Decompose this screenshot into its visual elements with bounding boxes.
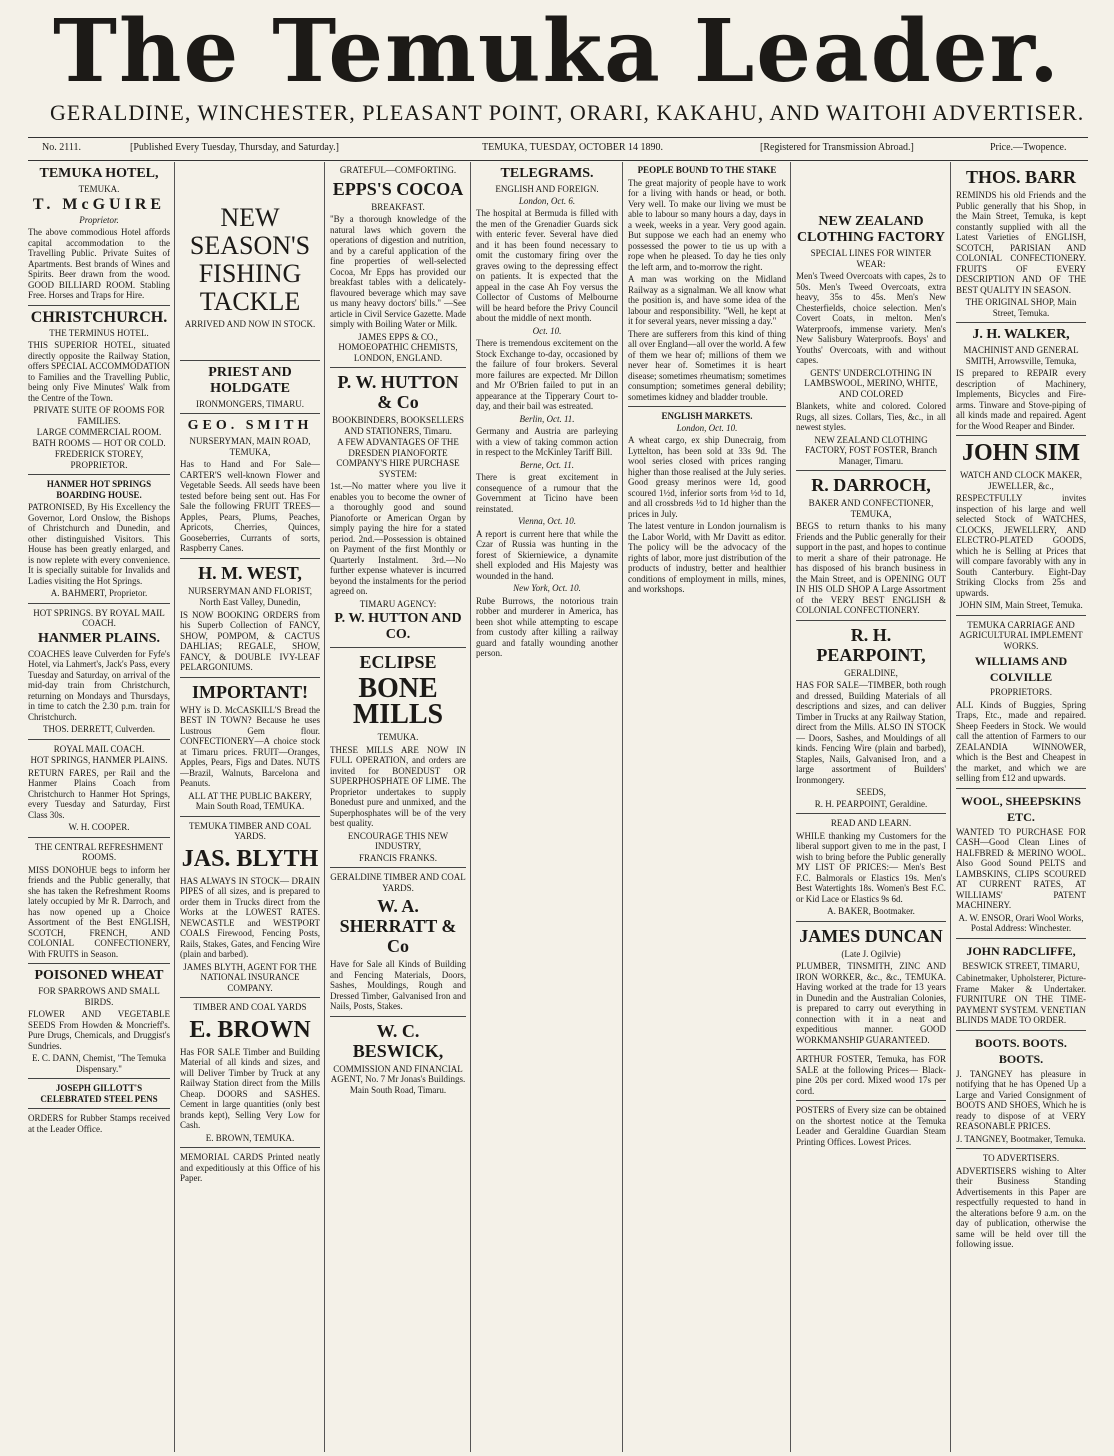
clothing-lines: SPECIAL LINES FOR WINTER WEAR: bbox=[810, 248, 932, 269]
telegram-text: Germany and Austria are parleying with a view of taking common action in respect to the McKinley Tariff Bill. bbox=[476, 426, 618, 457]
darroch-text: BEGS to return thanks to his many Friends and the Public generally for their support in the past, and hopes to continue to merit a share of their patronage. He has disposed of his branch business in the Main Street, and is OPENING OUT IN HIS OLD SHOP A Large Assortment of the VERY BEST ENGLISH & COLONIAL CONFECTIONERY. bbox=[796, 521, 946, 615]
clothing-mid: GENTS' UNDERCLOTHING IN LAMBSWOOL, MERINO, WHITE, AND COLORED bbox=[804, 367, 938, 399]
stake-text: The great majority of people have to work for a living with hands or head, or both. Very well. To make our living we must be able to labour so many hours a day, days in a week, weeks in a year. Very good again. But suppose we each had an enemy who possessed the power to tie us up with a rope when he pleased. To day he ties only the left arm, and to-morrow the right. bbox=[628, 177, 786, 272]
duncan-sub: (Late J. Ogilvie) bbox=[841, 948, 901, 959]
read-heading: READ AND LEARN. bbox=[830, 818, 912, 828]
agency-label: TIMARU AGENCY: bbox=[359, 598, 437, 609]
price: Price.—Twopence. bbox=[990, 142, 1067, 153]
issue-number: No. 2111. bbox=[42, 142, 81, 153]
boots-text: J. TANGNEY has pleasure in notifying that he has Opened Up a Large and Varied Consignment of BOOTS AND SHOES, Which he is ready to dispose of at VERY REASONABLE PRICES. bbox=[956, 1068, 1086, 1131]
pearpoint-text: HAS FOR SALE—TIMBER, both rough and dressed, Building Materials of all descriptions and sizes, and can deliver Timber in Trucks at any Railway Station, direct from the Mills. ALSO IN STOCK— Doors, Sashes, and Mouldings of all kinds. Fencing Wire (plain and barbed), Staples, Nails, Galvanised Iron, and a large assortment of Builders' Ironmongery. bbox=[796, 680, 946, 785]
duncan-heading: JAMES DUNCAN bbox=[799, 925, 943, 946]
column-5 bbox=[628, 164, 786, 1449]
refresh-heading: THE CENTRAL REFRESHMENT ROOMS. bbox=[34, 841, 164, 862]
brown-text: Has FOR SALE Timber and Building Material of all kinds and sizes, and will Deliver Timber by Truck at any Railway Station direct from the Mills Cheap. DOORS and SASHES. Cement in large quantities (only best brands kept), Selling Very Low for Cash. bbox=[180, 1046, 320, 1130]
barr-heading: THOS. BARR bbox=[965, 167, 1077, 187]
column-divider bbox=[622, 162, 623, 1452]
christchurch-heading: CHRISTCHURCH. bbox=[30, 308, 168, 326]
gillott-heading: JOSEPH GILLOTT'S CELEBRATED STEEL PENS bbox=[40, 1083, 158, 1104]
advertisers-text: ADVERTISERS wishing to Alter their Business Standing Advertisements in this Paper are respectfully requested to hand in the alterations before 9 a.m. on the day of publication, otherwise the same will be held over till the following issue. bbox=[956, 1165, 1086, 1249]
hotel-heading: TEMUKA HOTEL, bbox=[39, 166, 159, 181]
springs-owner: THOS. DERRETT, Culverden. bbox=[42, 724, 156, 734]
royal-heading: ROYAL MAIL COACH. bbox=[53, 743, 145, 754]
fishing-heading: NEW SEASON'S FISHING TACKLE bbox=[189, 203, 311, 316]
pearpoint-seeds: SEEDS, bbox=[856, 787, 886, 797]
markets-dateline: London, Oct. 10. bbox=[676, 422, 738, 433]
telegram-text: There is tremendous excitement on the Stock Exchange to-day, occasioned by the failure of four brokers. Several more failures are expected. Mr Dillon and Mr O'Brien failed to put in an appearance at the Tipperary Court to-day, and their bail was estreated. bbox=[476, 338, 618, 411]
walker-heading: J. H. WALKER, bbox=[972, 327, 1070, 342]
stake-text: A man was working on the Midland Railway as a signalman. We all know what the position is, and have some idea of the labour and responsibility. "Well, he kept at it for several years, never missing a day." bbox=[628, 274, 786, 326]
registration-note: [Registered for Transmission Abroad.] bbox=[760, 142, 914, 153]
williams-heading: WILLIAMS AND COLVILLE bbox=[974, 654, 1068, 684]
hire-text: 1st.—No matter where you live it enables you to become the owner of a thoroughly good and sound Pianoforte or American Organ by simply paying the hire for a stated period. 2nd.—Possession is obtained on Payment of the first Monthly or Quarterly Instalment. 3rd.—No further expense whatever is incurred beyond the instalments for the period agreed on. bbox=[330, 481, 466, 596]
epps-text: "By a thorough knowledge of the natural laws which govern the operations of digestion and nutrition, and by a careful application of the fine properties of well-selected Cocoa, Mr Epps has provided our breakfast tables with a delicately-flavoured beverage which may save us many heavy doctors' bills." —See article in Civil Service Gazette. Made simply with Boiling Water or Milk. bbox=[330, 214, 466, 329]
bone-footer: ENCOURAGE THIS NEW INDUSTRY, bbox=[347, 830, 449, 851]
hanmer-text: PATRONISED, By His Excellency the Governor, Lord Onslow, the Bishops of Christchurch and Dunedin, and other distinguished Visitors. This House has been greatly enlarged, and is now replete with every convenience. It is specially suitable for Invalids and Ladies visiting the Hot Springs. bbox=[28, 502, 170, 586]
hanmer-owner: A. BAHMERT, Proprietor. bbox=[50, 588, 148, 598]
hire-heading: A FEW ADVANTAGES OF THE DRESDEN PIANOFORTE COMPANY'S HIRE PURCHASE SYSTEM: bbox=[336, 437, 460, 479]
wool-text: WANTED TO PURCHASE FOR CASH—Good Clean Lines of HALFBRED & MERINO WOOL. Also Good Sound PELTS and LAMBSKINS, CLIPS SCOURED AT CURRENT RATES, AT WILLIAMS' PATENT MACHINERY. bbox=[956, 826, 1086, 910]
poison-sub: FOR SPARROWS AND SMALL BIRDS. bbox=[38, 986, 160, 1007]
telegrams-heading: TELEGRAMS. bbox=[500, 166, 594, 181]
christchurch-rooms: LARGE COMMERCIAL ROOM. BATH ROOMS — HOT OR COLD. bbox=[32, 427, 166, 448]
poison-text: FLOWER AND VEGETABLE SEEDS From Howden & Moncrieff's. Pure Drugs, Chemicals, and Druggist's Sundries. bbox=[28, 1009, 170, 1051]
epps-heading: EPPS'S COCOA bbox=[332, 178, 464, 199]
royal-owner: W. H. COOPER. bbox=[68, 822, 130, 832]
hotel-text: The above commodious Hotel affords capital accommodation to the Travelling Public. Private Suites of Apartments. Best brands of Wines and Spirits. Beer drawn from the wood. GOOD BILLIARD ROOM. Stabling Free. Horses and Traps for Hire. bbox=[28, 227, 170, 300]
wool-heading: WOOL, SHEEPSKINS ETC. bbox=[960, 793, 1082, 824]
boots-heading: BOOTS. BOOTS. BOOTS. bbox=[975, 1035, 1067, 1066]
dateline-berne: Berne, Oct. 11. bbox=[519, 459, 575, 470]
column-divider bbox=[790, 162, 791, 1452]
epps-owner: JAMES EPPS & CO., HOMOEOPATHIC CHEMISTS, LONDON, ENGLAND. bbox=[338, 331, 458, 363]
west-sub: NURSERYMAN AND FLORIST, bbox=[187, 585, 313, 596]
blyth-text: HAS ALWAYS IN STOCK— DRAIN PIPES of all sizes, and is prepared to order them in Trucks direct from the Works at the LOWEST RATES. NEWCASTLE and WESTPORT COALS Firewood, Fencing Posts, Rails, Stakes, Gates, and Fencing Wire (plain and barbed). bbox=[180, 875, 320, 959]
masthead bbox=[0, 0, 1114, 148]
advertisers-heading: TO ADVERTISERS. bbox=[982, 1153, 1060, 1163]
hutton-heading: P. W. HUTTON & Co bbox=[337, 372, 459, 412]
column-2 bbox=[180, 164, 320, 1449]
column-divider bbox=[470, 162, 471, 1452]
refresh-text: MISS DONOHUE begs to inform her friends and the Public generally, that she has taken the Refreshment Rooms lately occupied by Mr R. Darroch, and has now opened up a Choice Assortment of the Best ENGLISH, SCOTCH, FRENCH, AND COLONIAL CONFECTIONERY, With FRUITS in Season. bbox=[28, 864, 170, 959]
sim-text: RESPECTFULLY invites inspection of his large and well selected Stock of WATCHES, CLOCKS, JEWELLERY, AND ELECTRO-PLATED GOODS, which he is Selling at Prices that will compare favorably with any in South Canterbury. Eight-Day Striking Clocks from 25s and upwards. bbox=[956, 493, 1086, 598]
bone-owner: FRANCIS FRANKS. bbox=[358, 852, 438, 863]
column-divider bbox=[174, 162, 175, 1452]
telegram-text: Rube Burrows, the notorious train robber and murderer in America, has been shot while attempting to escape from custody after killing a railway guard and fatally wounding another person. bbox=[476, 595, 618, 658]
smith-sub: NURSERYMAN, MAIN ROAD, TEMUKA, bbox=[189, 436, 311, 457]
smith-heading: GEO. SMITH bbox=[187, 418, 313, 433]
fishing-sub: ARRIVED AND NOW IN STOCK. bbox=[184, 319, 316, 329]
wool-owner: A. W. ENSOR, Orari Wool Works, Postal Address: Winchester. bbox=[958, 912, 1084, 933]
springs-heading: HANMER PLAINS. bbox=[37, 630, 161, 646]
springs-sub: HOT SPRINGS. BY ROYAL MAIL COACH. bbox=[33, 607, 165, 628]
bone-heading: BONE MILLS bbox=[352, 673, 444, 730]
sim-sub: WATCH AND CLOCK MAKER, JEWELLER, &c., bbox=[959, 470, 1082, 491]
sherratt-text: Have for Sale all Kinds of Building and Fencing Materials, Doors, Sashes, Mouldings, Rough and Dressed Timber, Galvanised Iron and Nails, Posts, Stakes. bbox=[330, 959, 466, 1011]
issue-info-bar bbox=[42, 138, 1082, 158]
carriage-heading: TEMUKA CARRIAGE AND AGRICULTURAL IMPLEMENT WORKS. bbox=[959, 619, 1083, 651]
foster-text: ARTHUR FOSTER, Temuka, has FOR SALE at the following Prices— Black-pine 20s per cord. Mixed wood 17s per cord. bbox=[796, 1054, 946, 1096]
dateline: TEMUKA, TUESDAY, OCTOBER 14 1890. bbox=[482, 142, 664, 153]
dateline-berlin: Berlin, Oct. 11. bbox=[519, 413, 575, 424]
stake-heading: PEOPLE BOUND TO THE STAKE bbox=[637, 165, 777, 175]
pearpoint-sub: GERALDINE, bbox=[844, 667, 898, 678]
posters-text: POSTERS of Every size can be obtained on the shortest notice at the Temuka Leader and Geraldine Guardian Steam Printing Offices. Lowest Prices. bbox=[796, 1105, 946, 1147]
important-text: WHY is D. McCASKILL'S Bread the BEST IN TOWN? Because he uses Lustrous Gem flour. CONFECTIONERY—A choice stock at Timaru prices. FRUIT—Oranges, Apples, Pears, Figs and Dates. NUTS—Brazil, Walnuts, Barcelona and Peanuts. bbox=[180, 704, 320, 788]
info-rule bbox=[28, 160, 1088, 161]
column-1 bbox=[28, 164, 170, 1449]
beswick-heading: W. C. BESWICK, bbox=[352, 1020, 444, 1061]
west-place: North East Valley, Dunedin, bbox=[199, 597, 301, 607]
christchurch-suite: PRIVATE SUITE OF ROOMS FOR FAMILIES. bbox=[33, 405, 165, 426]
markets-text: The latest venture in London journalism is the Labor World, with Mr Davitt as editor. The policy will be the advocacy of the rights of labor, more just distribution of the products of industry, better and healthier conditions of employment in mills, mines, and workshops. bbox=[628, 521, 786, 594]
barr-owner: THE ORIGINAL SHOP, Main Street, Temuka. bbox=[965, 297, 1077, 318]
stake-text: There are sufferers from this kind of thing all over England—all over the world. A few of them we hear of; millions of them we never hear of. Sometimes it is heart disease; sometimes rheumatism; sometimes consumption; sometimes general debility; sometimes kidney and bladder trouble. bbox=[628, 328, 786, 402]
brown-pre: TIMBER AND COAL YARDS bbox=[193, 1002, 307, 1012]
priest-sub: IRONMONGERS, TIMARU. bbox=[195, 398, 305, 409]
darroch-heading: R. DARROCH, bbox=[811, 475, 931, 495]
column-divider bbox=[324, 162, 325, 1452]
dateline-newyork: New York, Oct. 10. bbox=[513, 583, 581, 593]
barr-text: REMINDS his old Friends and the Public generally that his Shop, in the Main Street, Temuka, is kept constantly supplied with all the Latest Varieties of ENGLISH, SCOTCH, PARISIAN AND COLONIAL CONFECTIONERY. FRUITS OF EVERY DESCRIPTION AND OF THE BEST QUALITY IN SEASON. bbox=[956, 190, 1086, 295]
west-text: IS NOW BOOKING ORDERS from his Superb Collection of FANCY, SHOW, POMPOM, & CACTUS DAHLIAS; REGALE, SHOW, FANCY, & DOUBLE IVY-LEAF PELARGONIUMS. bbox=[180, 609, 320, 672]
eclipse-heading: ECLIPSE bbox=[359, 652, 437, 672]
clothing-heading: NEW ZEALAND CLOTHING FACTORY bbox=[797, 214, 945, 245]
poison-heading: POISONED WHEAT bbox=[34, 968, 164, 983]
markets-text: A wheat cargo, ex ship Dunecraig, from Lyttelton, has been sold at 33s 9d. The wool series closed with prices ranging higher than those realised at the July series. Good greasy merinos were 1d, good scoured 1½d, inferior sorts from ½d to 1d, and all crossbreds ½d to 1d higher than the prices in July. bbox=[628, 435, 786, 519]
smith-text: Has to Hand and For Sale—CARTER'S well-known Flower and Vegetable Seeds. All seeds have been tested before being sent out. Has For Sale the following FRUIT TREES—Apples, Pears, Plums, Peaches, Apricots, Cherries, Quinces, Gooseberries, Currants of sorts, Raspberry Canes. bbox=[180, 459, 320, 553]
clothing-text: Blankets, white and colored. Colored Rugs, all sizes. Collars, Ties, &c., in all newest styles. bbox=[796, 401, 946, 432]
boots-owner: J. TANGNEY, Bootmaker, Temuka. bbox=[956, 1133, 1086, 1144]
royal-sub: HOT SPRINGS, HANMER PLAINS. bbox=[30, 755, 168, 765]
brown-heading: E. BROWN bbox=[189, 1016, 311, 1043]
read-text: WHILE thanking my Customers for the liberal support given to me in the past, I wish to bring before the Public generally MY LIST OF PRICES:— Men's Best F.C. Balmorals or Elastics 19s. Men's Best Watertights 18s. Women's Best F.C. or Kid Lace or Elastics 9s 6d. bbox=[796, 830, 946, 904]
christchurch-owner: FREDERICK STOREY, PROPRIETOR. bbox=[54, 449, 144, 470]
walker-text: IS prepared to REPAIR every description of Machinery, Implements, Bicycles and Fire-arms. Tinware and Stove-piping of all kinds made and repaired. Agent for the Wood Reaper and Binder. bbox=[956, 368, 1086, 431]
publication-schedule: [Published Every Tuesday, Thursday, and Saturday.] bbox=[130, 142, 339, 153]
read-owner: A. BAKER, Bootmaker. bbox=[827, 906, 915, 916]
column-divider bbox=[950, 162, 951, 1452]
important-footer: ALL AT THE PUBLIC BAKERY, Main South Road, TEMUKA. bbox=[188, 790, 312, 811]
hotel-place: TEMUKA. bbox=[78, 184, 120, 194]
dateline-oct10: Oct. 10. bbox=[532, 325, 562, 336]
important-heading: IMPORTANT! bbox=[191, 681, 309, 702]
radcliffe-sub: BESWICK STREET, TIMARU, bbox=[962, 960, 1080, 971]
hutton-sub: BOOKBINDERS, BOOKSELLERS AND STATIONERS, Timaru. bbox=[331, 415, 464, 436]
pearpoint-owner: R. H. PEARPOINT, Geraldine. bbox=[814, 798, 928, 809]
darroch-sub: BAKER AND CONFECTIONER, TEMUKA, bbox=[808, 498, 934, 519]
sim-owner: JOHN SIM, Main Street, Temuka. bbox=[959, 600, 1083, 610]
williams-sub: PROPRIETORS. bbox=[989, 687, 1053, 697]
bone-place: TEMUKA. bbox=[377, 732, 419, 742]
christchurch-sub: THE TERMINUS HOTEL. bbox=[49, 327, 149, 338]
blyth-heading: JAS. BLYTH bbox=[181, 845, 319, 872]
clothing-footer: NEW ZEALAND CLOTHING FACTORY, FOST FOSTER, Branch Manager, Timaru. bbox=[804, 434, 938, 466]
telegram-text: The hospital at Bermuda is filled with the men of the Grenadier Guards sick with enteric fever. Several have died and it has been found necessary to omit the customary firing over the graves owing to the depressing effect on patients. It is expected that the appeal in the case Ah Foy versus the Collector of Customs of Melbourne will be heard before the Privy Council about the middle of next month. bbox=[476, 208, 618, 323]
sherratt-heading: W. A. SHERRATT & Co bbox=[339, 896, 457, 956]
telegram-text: A report is current here that while the Czar of Russia was hunting in the forest of Skierniewice, a dynamite shell exploded and His Majesty was wounded in the hand. bbox=[476, 528, 618, 581]
column-7 bbox=[956, 164, 1086, 1449]
column-4 bbox=[476, 164, 618, 1449]
hanmer-heading: HANMER HOT SPRINGS BOARDING HOUSE. bbox=[46, 479, 152, 500]
beswick-sub: COMMISSION AND FINANCIAL AGENT, No. 7 Mr Jonas's Buildings. Main South Road, Timaru. bbox=[330, 1063, 466, 1095]
memorial-text: MEMORIAL CARDS Printed neatly and expeditiously at this Office of his Paper. bbox=[180, 1152, 320, 1183]
geraldine-heading: GERALDINE TIMBER AND COAL YARDS. bbox=[330, 872, 466, 893]
newspaper-title: The Temuka Leader. bbox=[53, 1, 1061, 102]
blyth-owner: JAMES BLYTH, AGENT FOR THE NATIONAL INSURANCE COMPANY. bbox=[183, 961, 317, 993]
sim-heading: JOHN SIM bbox=[961, 440, 1080, 466]
grateful-label: GRATEFUL—COMFORTING. bbox=[339, 165, 457, 175]
poison-owner: E. C. DANN, Chemist, "The Temuka Dispensary." bbox=[31, 1053, 167, 1074]
brown-owner: E. BROWN, TEMUKA. bbox=[205, 1132, 295, 1143]
newspaper-subtitle: GERALDINE, WINCHESTER, PLEASANT POINT, ORARI, KAKAHU, AND WAITOHI ADVERTISER. bbox=[50, 100, 1085, 125]
blyth-pre: TEMUKA TIMBER AND COAL YARDS. bbox=[188, 820, 312, 841]
christchurch-text: THIS SUPERIOR HOTEL, situated directly opposite the Railway Station, offers SPECIAL ACCOMMODATION to Families and the Travelling Public, being only Five Minutes' Walk from the Centre of the Town. bbox=[28, 340, 170, 403]
walker-sub: MACHINIST AND GENERAL SMITH, Arrowsville, Temuka, bbox=[963, 345, 1079, 366]
column-6 bbox=[796, 164, 946, 1449]
orders-text: ORDERS for Rubber Stamps received at the Leader Office. bbox=[28, 1113, 170, 1134]
hotel-owner: T. McGUIRE bbox=[32, 195, 166, 213]
epps-sub: BREAKFAST. bbox=[371, 201, 425, 212]
priest-heading: PRIEST AND HOLDGATE bbox=[208, 364, 292, 396]
duncan-text: PLUMBER, TINSMITH, ZINC AND IRON WORKER, &c., &c., TEMUKA. Having worked at the trade for 13 years in Dunedin and the Australian Colonies, is prepared to carry out everything in connection with it in a neat and expeditious manner. GOOD WORKMANSHIP GUARANTEED. bbox=[796, 961, 946, 1045]
hutton-agency: P. W. HUTTON AND CO. bbox=[334, 611, 462, 642]
royal-text: RETURN FARES, per Rail and the Hanmer Plains Coach from Christchurch to Hanmer Hot Springs, every Tuesday and Saturday, First Class 30s. bbox=[28, 767, 170, 820]
telegrams-sub: ENGLISH AND FOREIGN. bbox=[495, 184, 599, 194]
pearpoint-heading: R. H. PEARPOINT, bbox=[816, 624, 926, 665]
clothing-text: Men's Tweed Overcoats with capes, 2s to 50s. Men's Tweed Overcoats, extra heavy, 35s to 45s. Men's New Chesterfields, choice selection. Men's Covert Coats, in melton. Men's Waterproofs, immense variety. Men's New Salisbury Waterproofs. Boys' and Youths' Overcoats, with and without capes. bbox=[796, 271, 946, 365]
column-3 bbox=[330, 164, 466, 1449]
telegram-text: There is great excitement in consequence of a rumour that the Government at Ticino have been reinstated. bbox=[476, 472, 618, 514]
markets-heading: ENGLISH MARKETS. bbox=[661, 411, 753, 421]
radcliffe-text: Cabinetmaker, Upholsterer, Picture-Frame Maker & Undertaker. FURNITURE ON THE TIME-PAYMENT SYSTEM. VENETIAN BLINDS MADE TO ORDER. bbox=[956, 973, 1086, 1025]
dateline-london: London, Oct. 6. bbox=[518, 195, 576, 206]
springs-text: COACHES leave Culverden for Fyfe's Hotel, via Lahmert's, Jack's Pass, every Tuesday and Saturday, on arrival of the mid-day train from Christchurch, returning on Mondays and Thursdays, in time to catch the 2.30 p.m. train for Christchurch. bbox=[28, 648, 170, 722]
radcliffe-heading: JOHN RADCLIFFE, bbox=[966, 943, 1076, 958]
bone-text: THESE MILLS ARE NOW IN FULL OPERATION, and orders are invited for BONEDUST OR SUPERPHOSPHATE OF LIME. The Proprietor undertakes to supply Bonedust pure and unmixed, and the Superphosphates will be of the very best quality. bbox=[330, 744, 466, 828]
williams-text: ALL Kinds of Buggies, Spring Traps, Etc., made and repaired. Sheep Feeders in Stock. We would call the attention of Farmers to our ZEALANDIA WINNOWER, which is the Best and Cheapest in the market, and which we are selling from £12 and upwards. bbox=[956, 699, 1086, 783]
dateline-vienna: Vienna, Oct. 10. bbox=[517, 516, 577, 526]
hotel-proprietor: Proprietor. bbox=[79, 214, 119, 225]
west-heading: H. M. WEST, bbox=[198, 562, 302, 583]
